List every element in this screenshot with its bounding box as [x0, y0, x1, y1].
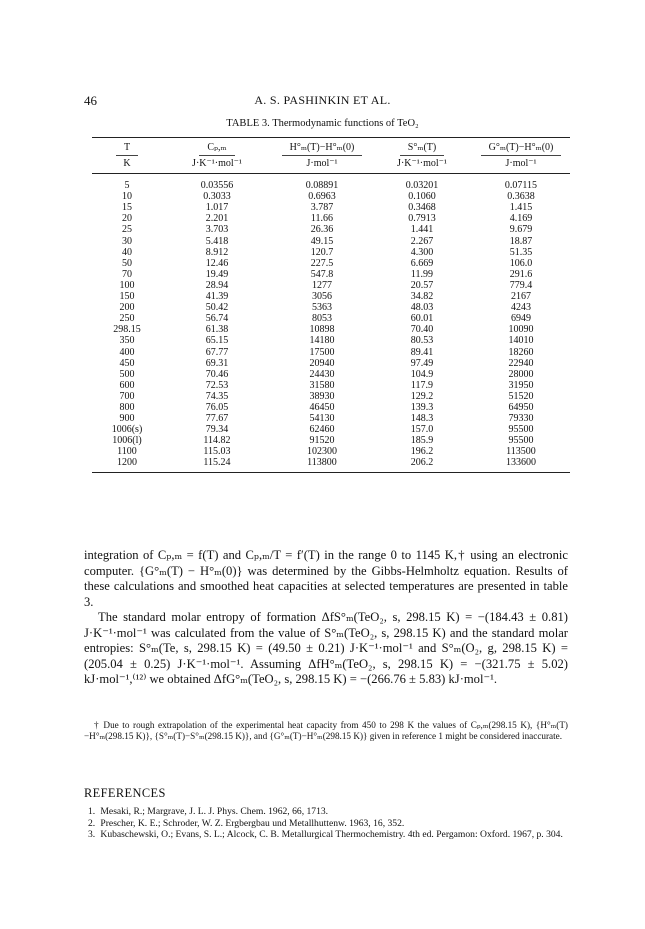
column-symbol: G°ₘ(T)−H°ₘ(0)	[472, 138, 570, 157]
table-cell: 2.201	[205, 213, 229, 225]
table-cell: 61.38	[205, 324, 229, 336]
table-cell: 18260	[508, 346, 534, 358]
table-cell: 200	[119, 302, 135, 314]
table-cell: 77.67	[205, 413, 229, 425]
table-cell: 0.3033	[203, 191, 231, 203]
table-cell: 185.9	[410, 435, 434, 447]
reference-number: 2.	[88, 817, 96, 829]
table-cell: 133600	[472, 457, 570, 472]
table-cell: 20.57	[410, 279, 434, 291]
table-cell: 0.08891	[305, 180, 339, 192]
table-cell: 80.53	[410, 335, 434, 347]
table-cell: 150	[119, 291, 135, 303]
table-cell: 8.912	[205, 246, 229, 258]
table-cell: 70.40	[410, 324, 434, 336]
table-cell: 79.34	[205, 424, 229, 436]
table-row	[92, 446, 570, 457]
page-number: 46	[84, 93, 97, 108]
table-row	[92, 213, 570, 224]
table-header-symbols	[92, 138, 570, 157]
paragraph: The standard molar entropy of formation ΔfS°ₘ(TeO₂, s, 298.15 K) = −(184.43 ± 0.81) J·K⁻¹·mol⁻¹ was calculated from the value of S°ₘ(TeO₂, s, 298.15 K) and the standard molar entropies: S°ₘ(Te, s, 298.15 K) = (49.50 ± 0.21) J·K⁻¹·mol⁻¹ and S°ₘ(O₂, g, 298.15 K) = (205.04 ± 0.25) J·K⁻¹·mol⁻¹. Assuming ΔfH°ₘ(TeO₂, s, 298.15 K) = −(321.75 ± 5.02) kJ·mol⁻¹,⁽¹²⁾ we obtained ΔfG°ₘ(TeO₂, s, 298.15 K) = −(266.76 ± 5.83) kJ·mol⁻¹.	[84, 610, 568, 686]
column-symbol: H°ₘ(T)−H°ₘ(0)	[272, 138, 372, 157]
reference-text: Kubaschewski, O.; Evans, S. L.; Alcock, C. B. Metallurgical Thermochemistry. 4th ed. Pergamon: Oxford. 1967, p. 304.	[100, 829, 563, 841]
table-cell: 5363	[312, 302, 332, 314]
table-cell: 114.82	[203, 435, 231, 447]
table-cell: 49.15	[310, 235, 334, 247]
table-row	[92, 236, 570, 247]
table-cell: 22940	[508, 357, 534, 369]
column-unit: K	[92, 156, 162, 174]
table-cell: 10	[122, 191, 132, 203]
table-cell: 11.66	[310, 213, 334, 225]
table-cell: 600	[119, 379, 135, 391]
table-cell: 51520	[508, 390, 534, 402]
table-cell: 900	[119, 413, 135, 425]
table-cell: 120.7	[310, 246, 334, 258]
table-cell: 74.35	[205, 390, 229, 402]
table-cell: 113500	[506, 446, 536, 458]
table-cell: 5.418	[205, 235, 229, 247]
table-cell: 1.415	[509, 202, 533, 214]
table-cell: 779.4	[509, 279, 533, 291]
table-cell: 10090	[508, 324, 534, 336]
table-cell: 500	[119, 368, 135, 380]
table-cell: 31580	[309, 379, 335, 391]
table-cell: 19.49	[205, 268, 229, 280]
table-cell: 14180	[309, 335, 335, 347]
table-cell: 25	[122, 224, 132, 236]
table-cell: 129.2	[410, 390, 434, 402]
table-cell: 79330	[508, 413, 534, 425]
table-cell: 1200	[92, 457, 162, 472]
table-row	[92, 191, 570, 202]
table-cell: 800	[119, 401, 135, 413]
table-cell: 115.03	[203, 446, 231, 458]
table-cell: 139.3	[410, 401, 434, 413]
references-heading: REFERENCES	[84, 786, 166, 800]
reference-item	[84, 829, 568, 841]
table-row	[92, 424, 570, 435]
table-cell: 0.7913	[408, 213, 436, 225]
table-cell: 2167	[511, 291, 531, 303]
table-row	[92, 324, 570, 335]
table-cell: 31950	[508, 379, 534, 391]
column-symbol: T	[92, 138, 162, 157]
table-cell: 4243	[511, 302, 531, 314]
table-cell: 38930	[309, 390, 335, 402]
table-row	[92, 391, 570, 402]
table-header-units	[92, 156, 570, 174]
table-row	[92, 302, 570, 313]
table-row	[92, 435, 570, 446]
table-row	[92, 358, 570, 369]
table-cell: 4.169	[509, 213, 533, 225]
table-cell: 1.441	[410, 224, 434, 236]
table-cell: 117.9	[410, 379, 434, 391]
table-cell: 250	[119, 313, 135, 325]
table-cell: 0.3468	[408, 202, 436, 214]
table-cell: 148.3	[410, 413, 434, 425]
table-row	[92, 291, 570, 302]
references-list	[84, 806, 568, 841]
table-cell: 196.2	[410, 446, 434, 458]
table-row	[92, 402, 570, 413]
table-row	[92, 313, 570, 324]
table-row	[92, 174, 570, 192]
table-cell: 3.703	[205, 224, 229, 236]
table-cell: 700	[119, 390, 135, 402]
table-cell: 102300	[307, 446, 337, 458]
table-cell: 51.35	[509, 246, 533, 258]
table-row	[92, 280, 570, 291]
table-cell: 20940	[309, 357, 335, 369]
body-text	[84, 548, 568, 688]
table-caption: TABLE 3. Thermodynamic functions of TeO₂	[226, 118, 419, 129]
table-cell: 26.36	[310, 224, 334, 236]
table-cell: 400	[119, 346, 135, 358]
table-row	[92, 380, 570, 391]
table-cell: 6949	[511, 313, 531, 325]
table-row	[92, 369, 570, 380]
table-cell: 0.03556	[200, 180, 234, 192]
table-cell: 28000	[508, 368, 534, 380]
table-cell: 64950	[508, 401, 534, 413]
table-row	[92, 224, 570, 235]
table-cell: 18.87	[509, 235, 533, 247]
table-cell: 48.03	[410, 302, 434, 314]
table-cell: 69.31	[205, 357, 229, 369]
table-cell: 89.41	[410, 346, 434, 358]
table-cell: 2.267	[410, 235, 434, 247]
column-unit: J·mol⁻¹	[472, 156, 570, 174]
table-cell: 95500	[508, 435, 534, 447]
table-cell: 50.42	[205, 302, 229, 314]
table-row	[92, 335, 570, 346]
thermodynamic-table	[92, 137, 570, 473]
table-cell: 0.1060	[408, 191, 436, 203]
table-cell: 56.74	[205, 313, 229, 325]
table-cell: 0.07115	[504, 180, 538, 192]
table-cell: 34.82	[410, 291, 434, 303]
reference-item	[84, 806, 568, 818]
table-body	[92, 174, 570, 472]
table-cell: 14010	[508, 335, 534, 347]
table-cell: 65.15	[205, 335, 229, 347]
table-cell: 17500	[309, 346, 335, 358]
table-cell: 227.5	[310, 257, 334, 269]
table-cell: 95500	[508, 424, 534, 436]
table-cell: 40	[122, 246, 132, 258]
table-cell: 12.46	[205, 257, 229, 269]
table-cell: 76.05	[205, 401, 229, 413]
table-row	[92, 258, 570, 269]
table-cell: 50	[122, 257, 132, 269]
table-cell: 3.787	[310, 202, 334, 214]
table-cell: 450	[119, 357, 135, 369]
table-cell: 6.669	[410, 257, 434, 269]
column-symbol: Cₚ,ₘ	[162, 138, 272, 157]
table-cell: 0.3638	[507, 191, 535, 203]
table-cell: 0.03201	[405, 180, 439, 192]
table-cell: 67.77	[205, 346, 229, 358]
table-cell: 1100	[117, 446, 137, 458]
table-row	[92, 269, 570, 280]
table-cell: 1006(s)	[111, 424, 143, 436]
table-cell: 106.0	[509, 257, 533, 269]
column-unit: J·mol⁻¹	[272, 156, 372, 174]
reference-text: Mesaki, R.; Margrave, J. L. J. Phys. Chem. 1962, 66, 1713.	[100, 806, 329, 817]
reference-item	[84, 818, 568, 830]
table-cell: 60.01	[410, 313, 434, 325]
table-cell: 115.24	[162, 457, 272, 472]
table-cell: 5	[124, 180, 130, 192]
paragraph: integration of Cₚ,ₘ = f(T) and Cₚ,ₘ/T = f′(T) in the range 0 to 1145 K,† using an electronic computer. {G°ₘ(T) − H°ₘ(0)} was determined by the Gibbs-Helmholtz equation. Results of these calculations and smoothed heat capacities at selected temperatures are presented in table 3.	[84, 548, 568, 609]
running-head: A. S. PASHINKIN ET AL.	[254, 93, 391, 107]
table-cell: 9.679	[509, 224, 533, 236]
table-row	[92, 457, 570, 472]
table-row	[92, 347, 570, 358]
table-cell: 70.46	[205, 368, 229, 380]
table-cell: 28.94	[205, 279, 229, 291]
table-cell: 298.15	[113, 324, 141, 336]
table-cell: 70	[122, 268, 132, 280]
table-cell: 104.9	[410, 368, 434, 380]
table-cell: 54130	[309, 413, 335, 425]
table-cell: 24430	[309, 368, 335, 380]
table-cell: 291.6	[509, 268, 533, 280]
footnote	[84, 720, 568, 742]
table-cell: 62460	[309, 424, 335, 436]
column-unit: J·K⁻¹·mol⁻¹	[162, 156, 272, 174]
reference-number: 3.	[88, 829, 96, 841]
table-cell: 547.8	[310, 268, 334, 280]
table-cell: 20	[122, 213, 132, 225]
table-cell: 206.2	[372, 457, 472, 472]
table-cell: 72.53	[205, 379, 229, 391]
footnote-text: † Due to rough extrapolation of the experimental heat capacity from 450 to 298 K the values of Cₚ,ₘ(298.15 K), {H°ₘ(T)−H°ₘ(298.15 K)}, {S°ₘ(T)−S°ₘ(298.15 K)}, and {G°ₘ(T)−H°ₘ(298.15 K)} given in reference 1 might be considered inaccurate.	[84, 720, 568, 742]
table-cell: 3056	[312, 291, 332, 303]
table-cell: 8053	[312, 313, 332, 325]
table-cell: 350	[119, 335, 135, 347]
table-cell: 157.0	[410, 424, 434, 436]
column-unit: J·K⁻¹·mol⁻¹	[372, 156, 472, 174]
table-cell: 11.99	[410, 268, 434, 280]
table-cell: 97.49	[410, 357, 434, 369]
table-cell: 113800	[272, 457, 372, 472]
table-cell: 15	[122, 202, 132, 214]
table-cell: 1.017	[205, 202, 229, 214]
table-row	[92, 202, 570, 213]
table-cell: 0.6963	[308, 191, 336, 203]
table-cell: 4.300	[410, 246, 434, 258]
table-cell: 1006(l)	[112, 435, 142, 447]
table-cell: 46450	[309, 401, 335, 413]
column-symbol: S°ₘ(T)	[372, 138, 472, 157]
table-cell: 10898	[309, 324, 335, 336]
reference-text: Prescher, K. E.; Schroder, W. Z. Ergbergbau und Metallhuttenw. 1963, 16, 352.	[100, 817, 405, 829]
table-cell: 1277	[312, 279, 332, 291]
reference-number: 1.	[88, 806, 96, 817]
table-row	[92, 247, 570, 258]
table-row	[92, 413, 570, 424]
table-cell: 91520	[309, 435, 335, 447]
table-cell: 30	[122, 235, 132, 247]
table-cell: 100	[119, 279, 135, 291]
table-cell: 41.39	[205, 291, 229, 303]
